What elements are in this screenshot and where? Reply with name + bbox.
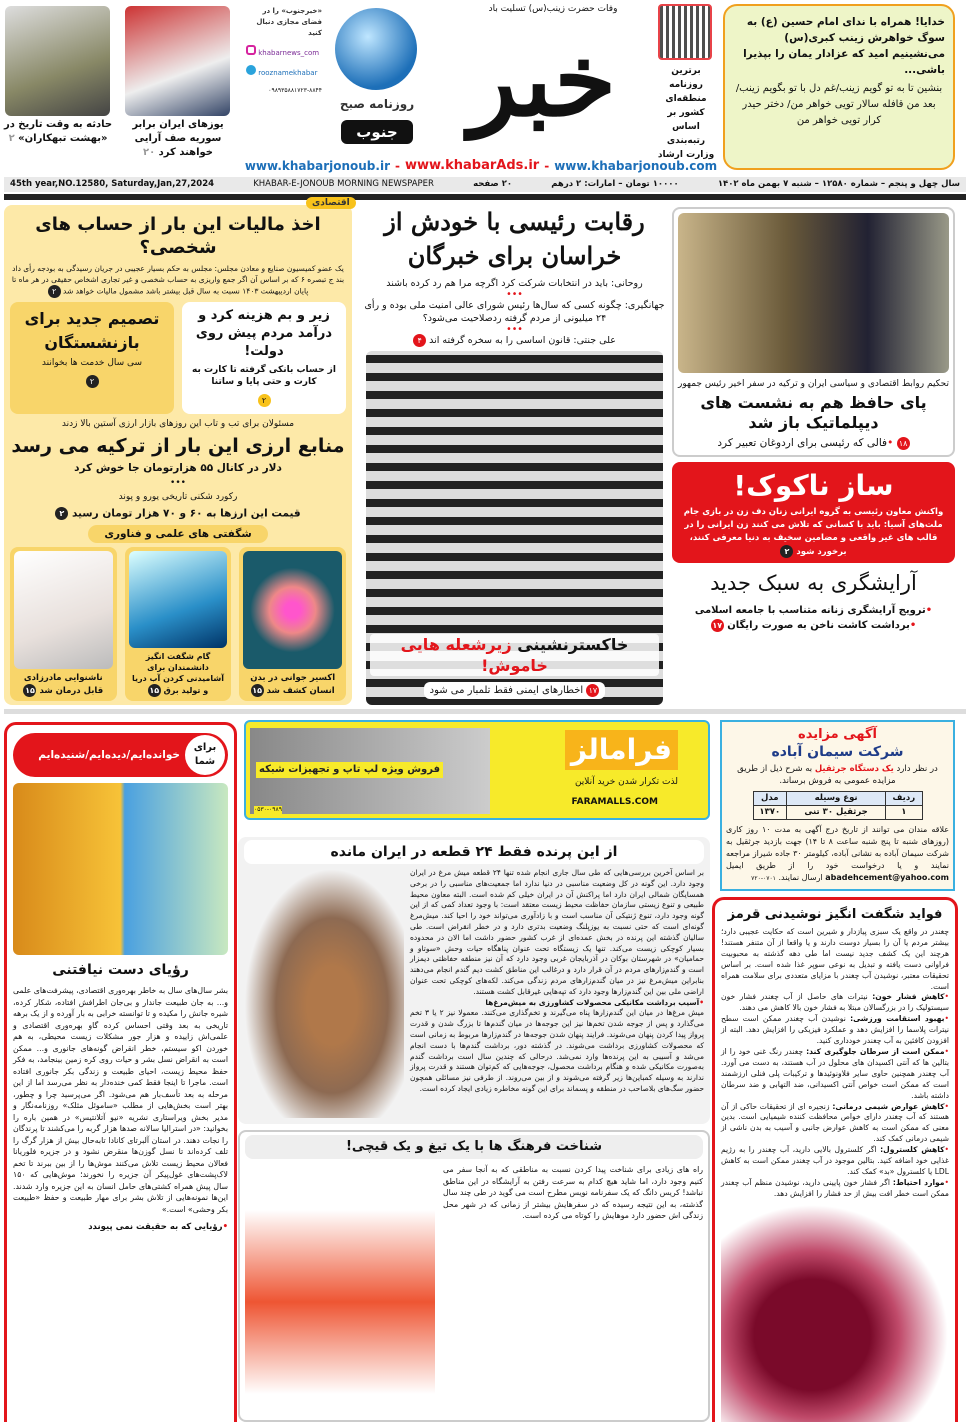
bird-body: بر اساس آخرین بررسی‌هایی که طی سال جاری انجام شده تنها ۲۴ قطعه میش مرغ در ایران وجود دارد. این گونه در کل وضعیت مناسبی در دنیا ندارد اما جمعیت‌های مناسبی را در برخی همسایگان شمالی ایران دارد اما پراکنش آن در ایران خیلی کم شده است. البته معاون محیط طبیعی و تنوع زیستی سازمان حفاظت محیط زیست معتقد است: با وجود تعداد کمی که از این گونه وجود دارد، تنوع ژنتیکی آن مناسب است و با زادآوری می‌تواند خود را احیا کند. میش‌مرغ گونه‌ای است که حتی نسبت به یوزپلنگ وضعیت بدتری دارد و در خطر انقراض است. طی سالیان گذشته این پرنده در بخش عمده‌ای از غرب کشور حضور داشت اما الان در محدوده بسیار کوچکی زیست می‌کند. تنها یک زیستگاه تحت عنوان پناهگاه حیات وحش «سوتاو و حمامیان» در شهرستان بوکان در آذربایجان غربی وجود دارد که آن نیز منطقه حفاظتی دیمزار است و گندم‌زارهای مردم در آن قرار دارد و درغالب این مناطق کشت دیم گندم انجام می‌دهند بنابراین میش‌مرغ نیز در میان گندم‌زارهای مردم زندگی می‌کند. لکه‌های کوچکی تحت عنوان اراضی ملی بین این گندم‌زارها وجود دارد که تپه‌هایی غیرقابل کشت هستند. •آسیب برداشت مکانیکی محصولات کشاورزی به میش‌مرغ‌ها میش مرغ‌ها در میان این گندم‌زارها پناه می‌گیرند و تخم‌گذاری می‌کنند. معمولا نیز ۲ یا ۳ تخم می‌گذارد و پس از جوجه شدن تخم‌ها نیز این جوجه‌ها در میان گندم‌ها تا بزرگ شدن و قدرت پرواز پیدا کردن پنهان می‌شوند. فرایند پنهان شدن جوجه‌ها در گندم‌زارها مربوط به زمانی است که محصولات کشاورزی برداشت می‌شوند. در گذشته دور، برداشت گندم‌ها با دست انجام می‌شد و آسیبی به این پرنده‌ها وارد نمی‌شد. درحالی که چندین سال است برداشت گندم به‌صورت مکانیکی شده و هنگام برداشت محصول، جوجه‌هایی که کم‌توان هستند و قدرت پرواز ندارند به وسیله کمباین‌ها زیر گرفته می‌شوند و از بین می‌روند. از طرفی نیز مسائلی همچون حضور سگ‌های بلاصاحب در منطقه و پسماند برای این گونه مخاطره زیادی ایجاد کرده است. — [410, 868, 704, 1093]
box-retirees[interactable]: تصمیم جدید برای بازنشستگان سی سال خدمت ها بخوانند ۲ — [10, 302, 174, 414]
barber-title[interactable]: شناخت فرهنگ ها با یک تیغ و یک قیچی! — [245, 1135, 703, 1159]
science-label: شگفتی های علمی و فناوری — [88, 525, 268, 543]
teaser-history[interactable]: حادثه به وقت تاریخ در «بهشت تبهکاران» ۲ — [3, 119, 113, 144]
barber-article — [238, 1130, 710, 1422]
earth-hand-image — [13, 783, 228, 955]
ranking-text: برترین روزنامه منطقه‌ای کشور بر اساس رتبه‌بندی وزارت ارشاد — [657, 66, 715, 160]
science-card[interactable]: ناشنوایی مادرزادی قابل درمان شد ۱۵ — [10, 547, 117, 702]
teaser-football[interactable]: یوزهای ایران برابر سوریه صف آرایی خواهند کرد ۲۰ — [132, 119, 224, 158]
url-link[interactable]: www.khabarjonoub.ir — [244, 159, 390, 173]
headline-election[interactable]: رقابت رئیسی با خودش از خراسان برای خبرگان — [384, 207, 645, 270]
bird-title[interactable]: از این پرنده فقط ۲۴ قطعه در ایران مانده — [244, 840, 704, 864]
ads-url-link[interactable]: www.khabarAds.ir — [404, 158, 540, 173]
burned-building-photo[interactable] — [366, 351, 663, 705]
page-ref: ۱۵ — [252, 686, 262, 695]
page-ref: ۱۵ — [25, 686, 35, 695]
saz-box[interactable]: ساز ناکوک! واکنش معاون رئیسی به گروه ایرانی زنان دف زن در بازی جام ملت‌های آسیا: باید با کسانی که تلاش می کنند زن ایرانی را در قالب های غیر واقعی و مضامین سخیف به دنیا معرفی کنند، برخورد شود ۲ — [672, 462, 955, 563]
logo-tagline: روزنامه صبح — [339, 97, 415, 111]
qr-code[interactable] — [658, 4, 712, 60]
globe-icon — [335, 8, 417, 90]
baby-image — [14, 551, 113, 670]
box-expenses[interactable]: زیر و بم هزینه کرد و درآمد مردم پیش روی دولت! از حساب بانکی گرفته تا کارت به کارت و حتی پایا و ساتنا ۲ — [182, 302, 346, 414]
page-ref: ۱۵ — [149, 686, 160, 695]
poem-verse: بنشین تا به تو گویم زینب/غم دل با تو بگویم زینب/بعد من قافله سالار تویی خواهر من/ دختر حیدر کرار تویی خواهر من — [735, 83, 943, 126]
right-lower-section — [712, 720, 958, 1422]
logo-sub: جنوب — [341, 120, 413, 144]
fire-sub: ۱۷ اخطارهای ایمنی فقط تلمبار می شود — [424, 682, 606, 699]
headline-beauty[interactable]: آرایشگری به سبک جدید — [710, 571, 917, 595]
dream-body: بشر سال‌های سال به خاطر بهره‌وری اقتصادی، پیشرفت‌های علمی و... به جان طبیعت جاندار و بی‌جان اطرافش افتاده، شکار کرده، شیره جانش را مکیده و تا توانسته خرابی به بار آورده و از یک برهه تاریخی به بعد وقتی احساس کرده گاو بهره‌وری اقتصادی و علمی‌اش زاییده و هزار جور مشکلات زیست محیطی، به هم خوردن اکو سیستم، خطر انقراض گونه‌های جانوری و... ممکن است به انقراض نسل بشر و حیات روی کره زمین بینجامد، به فکر حفظ محیط زیست، احیای طبیعت و زندگی بکر جانوری افتاده است. ماجرا تا اینجا فقط کمی خنده‌دار به نظر می‌رسد اما از این مرحله به بعد تأسف‌بار هم می‌شود. اگر می‌پرسید چرا و چطور، بهتر است بخش‌هایی از مطلب «ساموئل مثلک» روزنامه‌نگار و مدیر بخش ویراستاری نشریه «نیو آتلانتیس» در همین باره را بخوانید: «در استرالیا سالانه صدها هزار گربه را می‌کشند تا پرندگان را نجات دهند. در استان آلبرتای کانادا تابه‌حال بیش از هزار گرگ را تلف کرده‌اند تا نسل گوزن‌ها منقرض نشود و در جزیره فلوریانا فعالان محیط زیست تلاش می‌کنند موش‌ها را از بین ببرند تا تخم لاک‌پشت‌های غول‌پیکر آن جزیره را نخورند؛ موش‌هایی که ۱۵۰ سال پیش همراه کشتی‌های حامل انسان به این جزیره وارد شدند. این‌ها نمونه‌هایی از تلاش بشر برای مهار طبیعت و حفظ «طبیعت بکر وحشی» است.» — [13, 986, 228, 1214]
auction-table: ردیف نوع وسیله مدل ۱ جرثقیل ۳۰ تنی ۱۳۷۰ — [753, 791, 923, 820]
date-en: 45th year,NO.12580, Saturday,Jan,27,2024 — [10, 179, 215, 189]
issue-info: سال چهل و پنجم – شماره ۱۲۵۸۰ – شنبه ۷ بهمن ماه ۱۴۰۲ — [717, 179, 960, 189]
for-you-section — [4, 722, 237, 1422]
page-ref: ۲ — [780, 545, 793, 558]
price: ۱۰۰۰۰ تومان – امارات: ۲ درهم — [551, 179, 679, 189]
page-ref: ۲ — [258, 394, 271, 407]
info-bar — [4, 177, 966, 192]
url-link[interactable]: www.khabarjonoub.com — [554, 159, 718, 173]
section-badge: اقتصادی — [306, 197, 356, 209]
ad-brand: فرامالز — [565, 730, 678, 770]
fx-sub: قیمت این ارزها به ۶۰ و ۷۰ هزار تومان رسید ۲ — [10, 507, 346, 521]
page-ref: ۱۸ — [897, 437, 910, 450]
middle-lower-section — [238, 837, 710, 1422]
poem-box — [723, 4, 955, 170]
page-ref: ۲ — [86, 375, 99, 388]
page-ref: ۲ — [55, 507, 68, 520]
logo — [325, 0, 653, 155]
logo-main: خبر — [468, 21, 617, 139]
headline-fx[interactable]: منابع ارزی این بار از ترکیه می رسد — [11, 435, 345, 457]
auction-email[interactable]: abadehcement@yahoo.com — [825, 873, 949, 882]
actor-photo[interactable] — [5, 6, 110, 116]
page-ref: ۱۷ — [712, 620, 723, 630]
dream-subhead: •رؤیایی که به حقیقت نمی پیوندد — [88, 1222, 228, 1232]
divider — [4, 709, 966, 714]
election-section — [362, 205, 667, 705]
beet-juice-image — [721, 1204, 949, 1422]
beet-body: چغندر در واقع یک سبزی پیازدار و شیرین است که حکایت عجیبی دارد؛ بیشتر مردم یا آن را بسیار دوست دارند و یا واقعا از آن متنفر هستند! هرچند این یک کشف جدید نیست اما طی دهه گذشته به محبوبیت فراوانی دست یافته و تبدیل به نوعی سوپر غذا شده است. بر اساس تحقیقات معتبر، نوشیدن آب چغندر با مزایای متعددی برای سلامت همراه است. •کاهش فشار خون: نیترات های حاصل از آب چغندر فشار خون سیستولیک را در بزرگسالان مبتلا به فشار خون بالا کاهش می دهند. •بهبود استقامت ورزشی: نوشیدن آب چغندر ممکن است سطح نیترات پلاسما را افزایش دهد و عملکرد فیزیکی را افزایش دهد. البته از افزودن کافئین به آب چغندر خودداری کنید. •ممکن است از سرطان جلوگیری کند: چغندر رنگ غنی خود را از بتالین ها که آنتی اکسیدان های محلول در آب هستند، به دست می آورد. آب چغندر همچنین حاوی سایر فلاونوئیدها و ترکیبات پلی فنلی ارزشمند است که ممکن است خواص آنتی اکسیدانی، ضد التهابی و ضد سرطان داشته باشد. •کاهش عوارض شیمی درمانی: زنجیره ای از تحقیقات حاکی از آن هستند که آب چغندر دارای خواص محافظت کننده شیمیایی است. بدین معنی که ممکن است به کاهش عوارض جانبی و آسیب به بدن ناشی از شیمی درمانی کمک کند. •کاهش کلسترول: اگر کلسترول بالایی دارید، آب چغندر را به رژیم غذایی خود اضافه کنید. بتالین موجود در آب چغندر ممکن است به کاهش LDL یا کلسترول «بد» کمک کند. •موارد احتیاط: اگر فشار خون پایینی دارید، نوشیدن منظم آب چغندر ممکن است خطر افت بیش از حد فشار را افزایش دهد. — [721, 927, 950, 1198]
page-ref: ۲۰ — [142, 147, 156, 158]
hafez-box[interactable]: تحکیم روابط اقتصادی و سیاسی ایران و ترکیه در سفر اخیر رئیس جمهور پای حافظ هم به نشست های دیپلماتیک باز شد ۱۸ •فالی که رئیسی برای اردوغان تعبیر کرد — [672, 207, 955, 457]
cell-image — [243, 551, 342, 670]
divider — [4, 194, 966, 200]
economic-section: اخذ مالیات این بار از حساب های شخصی؟ یک عضو کمیسیون صنایع و معادن مجلس: مجلس به حکم بسیار عجیبی در جریان رسیدگی به بودجه رأی داد بند ج تبصره ۶ که بر اساس آن اگر جمع واریزی به حساب شخصی و غیر تجاری اشخاص حقیقی در هر ماه تا پایان اردیبهشت ۱۴۰۳ نسبت به سال قبل بیشتر باشد مشمول مالیات خواهد شد ۲ زیر و بم هزینه کرد و درآمد مردم پیش روی دولت! از حساب بانکی گرفته تا کارت به کارت و حتی پایا و ساتنا ۲ تصمیم جدید برای بازنشستگان سی سال خدمت ها بخوانند ۲ مسئولان برای تب و تاب این روزهای بازار ارزی آستین بالا زدند منابع ارزی این بار از ترکیه می رسد دلار در کانال ۵۵ هزارتومان جا خوش کرد ••• رکورد شکنی تاریخی یورو و پوند قیمت این ارزها به ۶۰ و ۷۰ هزار تومان رسید ۲ شگفتی های علمی و فناوری اکسیر جوانی در بدن انسان کشف شد ۱۵ گام شگفت انگیز دانشمندان برای آشامیدنی کردن آب دریا و تولید برق ۱۵ ناشنوایی مادرزادی قابل درمان شد ۱۵ — [4, 205, 352, 705]
telegram-icon — [246, 65, 256, 75]
poem-title: خدایا! همراه با ندای امام حسین (ع) به سوگ خواهرش زینب کبری(س) می‌نشینیم امید که عزادار یمان را بپذیرا باشی... — [743, 16, 945, 76]
for-you-banner: برای شما خوانده‌ایم/دیده‌ایم/شنیده‌ایم — [13, 733, 228, 777]
right-top-section — [672, 207, 955, 705]
telegram-link[interactable]: rooznamekhabar — [246, 65, 322, 79]
faramalls-ad[interactable]: فروش ویژه لپ تاپ و تجهیزات شبکه فرامالز لذت تکرار شدن خرید آنلاین FARAMALLS.COM ۰۵۳۰-۰۹۸۹ — [244, 720, 710, 820]
instagram-icon — [246, 45, 256, 55]
fx-sub: رکورد شکنی تاریخی یورو و پوند — [118, 492, 238, 502]
raisi-erdogan-photo — [678, 213, 949, 373]
dream-title[interactable]: رؤیای دست نیافتنی — [52, 962, 189, 978]
ad-url[interactable]: FARAMALLS.COM — [571, 797, 658, 807]
instagram-link[interactable]: khabarnews_com — [246, 45, 322, 59]
barber-illustration — [245, 1164, 435, 1394]
football-photo[interactable] — [125, 6, 230, 116]
bird-article — [238, 837, 710, 1124]
wave-image — [129, 551, 228, 649]
paper-name: KHABAR-E-JONOUB MORNING NEWSPAPER — [253, 179, 434, 189]
science-card[interactable]: اکسیر جوانی در بدن انسان کشف شد ۱۵ — [239, 547, 346, 702]
ad-slogan: لذت تکرار شدن خرید آنلاین — [574, 777, 678, 787]
fx-sub: دلار در کانال ۵۵ هزارتومان جا خوش کرد — [74, 462, 282, 474]
fx-kicker: مسئولان برای تب و تاب این روزهای بازار ارزی آستین بالا زدند — [61, 419, 295, 429]
url-line: www.khabarjonoub.ir - www.khabarAds.ir - www.khabarjonoub.com — [244, 158, 718, 173]
tax-body: یک عضو کمیسیون صنایع و معادن مجلس: مجلس به حکم بسیار عجیبی در جریان رسیدگی به بودجه رأی داد بند ج تبصره ۶ که بر اساس آن اگر جمع واریزی به حساب شخصی و غیر تجاری اشخاص حقیقی در هر ماه تا پایان اردیبهشت ۱۴۰۳ نسبت به سال قبل بیشتر باشد مشمول مالیات خواهد شد ۲ — [11, 264, 345, 296]
headline-tax[interactable]: اخذ مالیات این بار از حساب های شخصی؟ — [35, 214, 321, 258]
ad-offer: فروش ویژه لپ تاپ و تجهیزات شبکه — [256, 762, 443, 778]
page-ref: ۲ — [48, 285, 61, 298]
bustard-image — [244, 868, 404, 1118]
science-card[interactable]: گام شگفت انگیز دانشمندان برای آشامیدنی کردن آب دریا و تولید برق ۱۵ — [125, 547, 232, 702]
election-lines: روحانی: باید در انتخابات شرکت کرد اگرچه مرا هم رد کرده باشند ••• جهانگیری: چگونه کسی که سال‌ها رئیس شورای عالی امنیت ملی بوده و رأی ۲۴ میلیونی از مردم گرفته ردصلاحیت می‌شود؟ ••• علی جنتی: قانون اساسی را به سخره گرفته اند ۴ — [364, 278, 665, 346]
condolence-text: وفات حضرت زینب(س) تسلیت باد — [488, 4, 618, 14]
phone-number: ۰۹۸۹۳۵۸۸۱۷۲۳-۸۸۴۴ — [268, 87, 322, 94]
beauty-items: •ترویج آرایشگری زنانه متناسب با جامعه اسلامی •برداشت کاشت ناخن به صورت رایگان ۱۷ — [694, 605, 933, 631]
beet-article — [712, 897, 958, 1422]
social-intro: «خبرجنوب» را در فضای مجازی دنبال کنید — [256, 7, 322, 37]
beet-title[interactable]: فواید شگفت انگیز نوشیدنی قرمز — [727, 907, 943, 922]
barber-body: راه های زیادی برای شناخت پیدا کردن نسبت به مناطقی که به آنجا سفر می کنیم وجود دارد، اما شاید هیچ کدام به سرعت رفتن به آرایشگاه در این مناطق نباشد! کریس دانگ که یک سفرنامه نویس مطرح است می گوید در طی چند سال گذشته، به این نتیجه رسیده که در سفرهایش بیشتر از زمانی که در شهر محل زندگی اش حضور دارد موهایش را کوتاه می کرده است. — [442, 1165, 703, 1220]
auction-ad[interactable]: آگهی مزایده شرکت سیمان آباده در نظر دارد یک دستگاه جرثقیل به شرح ذیل از طریق مزایده عمومی به فروش برساند. ردیف نوع وسیله مدل ۱ جرثقیل ۳۰ تنی ۱۳۷۰ علاقه مندان می توانند از تاریخ درج آگهی به مدت ۱۰ روز کاری (روزهای شنبه تا پنج شنبه ساعت ۸ تا ۱۴) جهت بازدید جرثقیل به شرکت سیمان آباده به نشانی آباده، کیلومتر ۳۰ جاده شیراز مراجعه نمایند و یا درخواست خود را از طریق ایمیل abadehcement@yahoo.com ارسال نمایند. ۰۷۰۱-۷۲۰ — [720, 720, 955, 891]
page-ref: ۲ — [8, 133, 15, 144]
social-box — [246, 6, 322, 96]
headline-fire[interactable]: خاکسترنشینی زیرشعله هایی خاموش! — [370, 634, 659, 676]
page-ref: ۴ — [413, 334, 426, 347]
page-count: ۲۰ صفحه — [473, 179, 513, 189]
